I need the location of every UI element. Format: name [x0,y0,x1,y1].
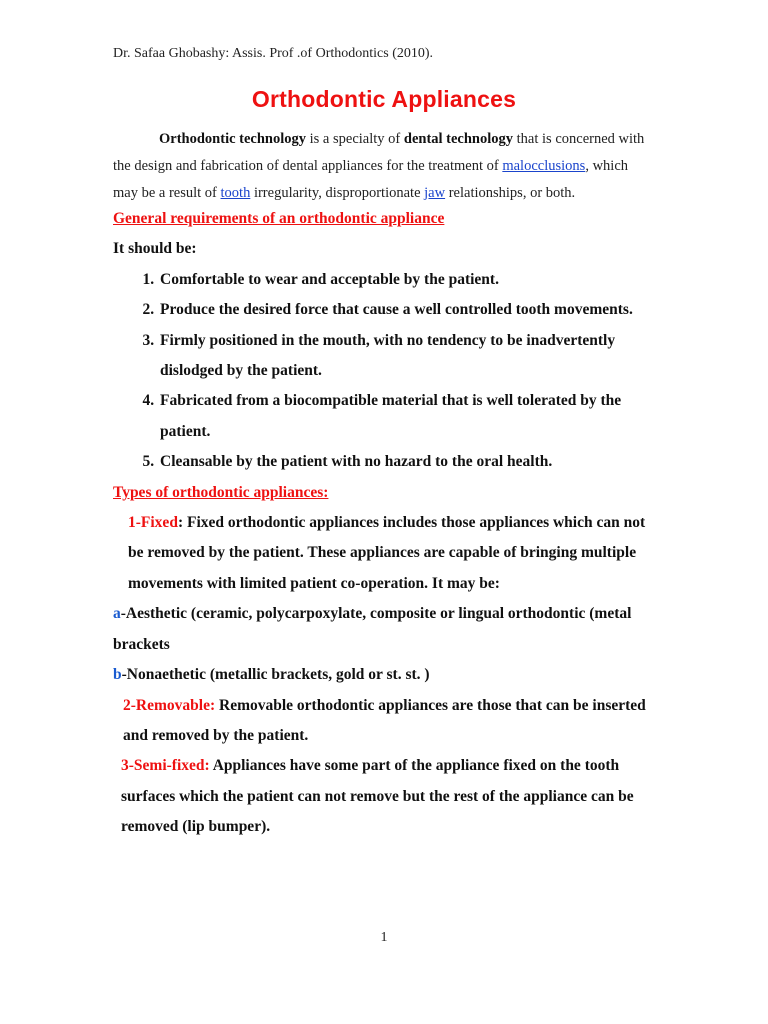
list-item: 1. Comfortable to wear and acceptable by the patient. [158,265,658,295]
semi-fixed-paragraph [113,751,658,842]
list-item: 3. Firmly positioned in the mouth, with no tendency to be inadvertently dislodged by the patient. [158,326,658,387]
removable-text: Removable orthodontic appliances are those that can be inserted and removed by the patient. [123,696,646,744]
page-number: 1 [380,930,388,945]
item-a-text: -Aesthetic (ceramic, polycarpoxylate, composite or lingual orthodontic (metal brackets [113,605,632,653]
fixed-label: 1-Fixed [128,514,178,532]
aesthetic-item [113,599,658,660]
term-orthodontic-technology: Orthodontic technology [159,131,307,147]
intro-text: is a specialty of [306,131,404,147]
fixed-paragraph [113,508,658,599]
types-heading: Types of orthodontic appliances: [113,483,329,501]
intro-text: that is concerned with the design and fabrication of dental appliances for the treatment of [113,131,645,174]
link-malocclusions[interactable]: malocclusions [502,158,586,174]
requirements-lead: It should be: [113,240,197,258]
intro-text: irregularity, disproportionate [250,185,425,201]
page-title: Orthodontic Appliances [251,86,517,112]
removable-paragraph [113,691,658,752]
document-body [113,204,658,843]
page-header: Dr. Safaa Ghobashy: Assis. Prof .of Orthodontics (2010). [113,46,434,61]
item-b-label: b [113,666,122,684]
semi-fixed-text: Appliances have some part of the appliance fixed on the tooth surfaces which the patient can not remove but the rest of the appliance can be removed (lip bumper). [121,757,634,836]
fixed-text: : Fixed orthodontic appliances includes those appliances which can not be removed by the patient. These appliances are capable of bringing multiple movements with limited patient co-operation. It may be: [128,514,646,592]
semi-fixed-label: 3-Semi-fixed: [121,757,210,775]
list-item: 2. Produce the desired force that cause a well controlled tooth movements. [158,295,658,325]
removable-label: 2-Removable: [123,696,216,714]
item-b-text: -Nonaethetic (metallic brackets, gold or st. st. ) [121,666,430,684]
term-dental-technology: dental technology [403,131,514,147]
nonaesthetic-item [113,660,658,690]
link-jaw[interactable]: jaw [424,185,446,201]
requirements-heading: General requirements of an orthodontic appliance [113,210,445,227]
list-item: 4. Fabricated from a biocompatible material that is well tolerated by the patient. [158,386,658,447]
intro-text: , which may be a result of [113,158,628,201]
requirements-list [113,265,658,478]
link-tooth[interactable]: tooth [220,185,251,201]
intro-paragraph [113,126,653,207]
list-item: 5. Cleansable by the patient with no hazard to the oral health. [158,447,658,477]
intro-text: relationships, or both. [445,185,576,201]
item-a-label: a [113,605,121,623]
